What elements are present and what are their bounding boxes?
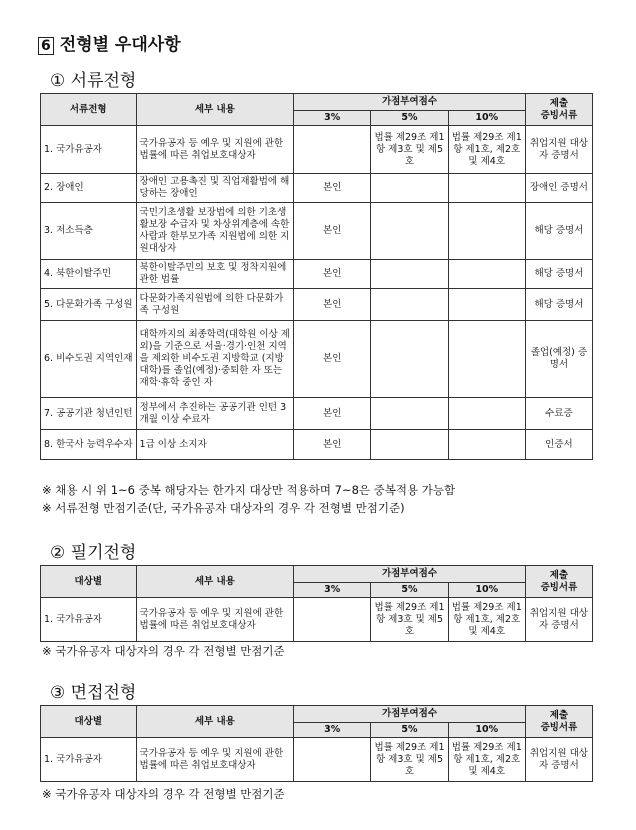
col-header-details: 세부 내용 <box>136 566 294 598</box>
table-row: 1. 국가유공자 국가유공자 등 예우 및 지원에 관한 법률에 따른 취업보호대상자 법률 제29조 제1항 제3호 및 제5호 법률 제29조 제1항 제1호, 제2호 및 제4호 취업지원 대상자 증명서 <box>41 598 593 642</box>
col-header-points: 가점부여점수 <box>294 566 526 583</box>
note-duplicate: ※ 채용 시 위 1~6 중복 해당자는 한가지 대상만 적용하며 7~8은 중복적용 가능함 <box>42 483 456 497</box>
col-header-category: 서류전형 <box>41 94 137 126</box>
table-documents <box>40 93 593 460</box>
col-header-5pct: 5% <box>371 111 448 126</box>
title-text: 전형별 우대사항 <box>59 35 181 55</box>
col-header-docs: 제출 증빙서류 <box>525 566 592 598</box>
table-row: 6. 비수도권 지역인재 대학까지의 최종학력(대학원 이상 제외)을 기준으로 서울·경기·인천 지역을 제외한 비수도권 지방학교 (지방대학)를 졸업(예정)·중퇴한 자 또는 재학·휴학 중인 자 본인 졸업(예정) 증명서 <box>41 321 593 398</box>
col-header-target: 대상별 <box>41 706 137 738</box>
table-row: 2. 장애인 장애인 고용촉진 및 직업재활법에 해당하는 장애인 본인 장애인 증명서 <box>41 174 593 203</box>
table-row: 3. 저소득층 국민기초생활 보장법에 의한 기초생활보장 수급자 및 차상위계층에 속한 사람과 한부모가족 지원법에 의한 지원대상자 본인 해당 증명서 <box>41 203 593 260</box>
table-row: 1. 국가유공자 국가유공자 등 예우 및 지원에 관한 법률에 따른 취업보호대상자 법률 제29조 제1항 제3호 및 제5호 법률 제29조 제1항 제1호, 제2호 및 제4호 취업지원 대상자 증명서 <box>41 738 593 782</box>
table-row: 7. 공공기관 청년인턴 정부에서 추진하는 공공기관 인턴 3개월 이상 수료자 본인 수료증 <box>41 398 593 430</box>
table-row: 5. 다문화가족 구성원 다문화가족지원법에 의한 다문화가족 구성원 본인 해당 증명서 <box>41 289 593 321</box>
table-row: 1. 국가유공자 국가유공자 등 예우 및 지원에 관한 법률에 따른 취업보호대상자 법률 제29조 제1항 제3호 및 제5호 법률 제29조 제1항 제1호, 제2호 및 제4호 취업지원 대상자 증명서 <box>41 126 593 174</box>
col-header-target: 대상별 <box>41 566 137 598</box>
col-header-docs: 제출 증빙서류 <box>525 94 592 126</box>
section-heading-interview: ③ 면접전형 <box>50 683 137 703</box>
col-header-points: 가점부여점수 <box>294 706 526 723</box>
col-header-details: 세부 내용 <box>136 706 294 738</box>
section-number: 6 <box>38 37 54 55</box>
col-header-docs: 제출 증빙서류 <box>525 706 592 738</box>
col-header-10pct: 10% <box>448 111 525 126</box>
table-row: 8. 한국사 능력우수자 1급 이상 소지자 본인 인증서 <box>41 430 593 460</box>
section-heading-documents: ① 서류전형 <box>50 71 137 91</box>
note-written-basis: ※ 국가유공자 대상자의 경우 각 전형별 만점기준 <box>42 644 285 658</box>
col-header-3pct: 3% <box>294 111 371 126</box>
col-header-points: 가점부여점수 <box>294 94 526 111</box>
note-interview-basis: ※ 국가유공자 대상자의 경우 각 전형별 만점기준 <box>42 787 285 801</box>
section-heading-written: ② 필기전형 <box>50 543 137 563</box>
table-row: 4. 북한이탈주민 북한이탈주민의 보호 및 정착지원에 관한 법률 본인 해당 증명서 <box>41 260 593 289</box>
page-title <box>38 30 181 55</box>
note-documents-basis: ※ 서류전형 만점기준(단, 국가유공자 대상자의 경우 각 전형별 만점기준) <box>42 501 405 515</box>
table-interview: 대상별 세부 내용 가점부여점수 제출 증빙서류 3% 5% 10% 1. 국가유공자 국가유공자 등 예우 및 지원에 관한 법률에 따른 취업보호대상자 법률 제29조 제1항 제3호 및 제5호 법률 제29조 제1항 제1호, 제2호 및 제4호 취업지원 대상자 증명서 <box>40 705 593 782</box>
table-written: 대상별 세부 내용 가점부여점수 제출 증빙서류 3% 5% 10% 1. 국가유공자 국가유공자 등 예우 및 지원에 관한 법률에 따른 취업보호대상자 법률 제29조 제1항 제3호 및 제5호 법률 제29조 제1항 제1호, 제2호 및 제4호 취업지원 대상자 증명서 <box>40 565 593 642</box>
col-header-details: 세부 내용 <box>136 94 294 126</box>
